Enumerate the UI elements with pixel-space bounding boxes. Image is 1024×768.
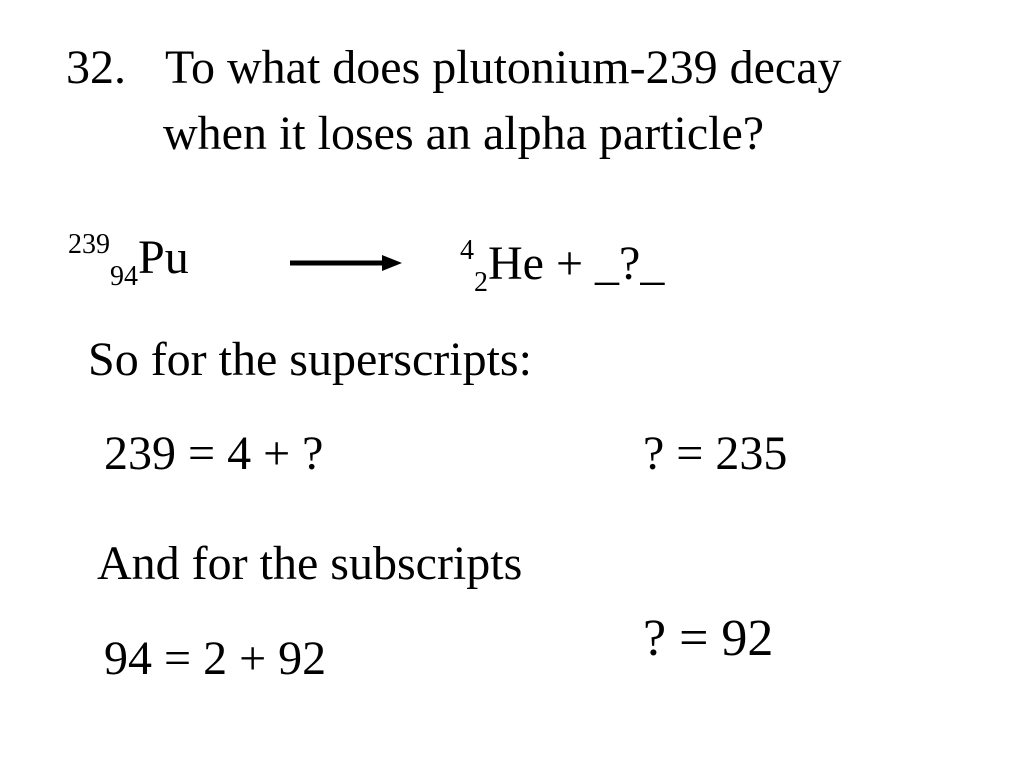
superscripts-equation: 239 = 4 + ? [104,427,324,480]
plutonium-isotope [68,229,189,292]
helium-symbol: He [488,237,544,290]
question-text-line-1: To what does plutonium-239 decay [165,41,842,94]
subscripts-equation: 94 = 2 + 92 [104,632,327,685]
right-arrow-icon [290,253,402,273]
plutonium-atomic-number: 94 [110,261,138,292]
superscripts-heading: So for the superscripts: [88,333,532,386]
superscripts-answer: ? = 235 [643,427,788,480]
question-number: 32. [66,41,126,94]
subscripts-heading: And for the subscripts [97,537,523,590]
plutonium-mass-number: 239 [68,229,110,260]
helium-mass-number: 4 [460,235,474,266]
subscripts-answer: ? = 92 [643,610,774,667]
plutonium-symbol: Pu [138,231,189,284]
unknown-product: + _?_ [543,237,665,290]
helium-atomic-number: 2 [474,267,488,298]
helium-product [460,235,665,298]
question-text-line-2: when it loses an alpha particle? [163,107,765,160]
